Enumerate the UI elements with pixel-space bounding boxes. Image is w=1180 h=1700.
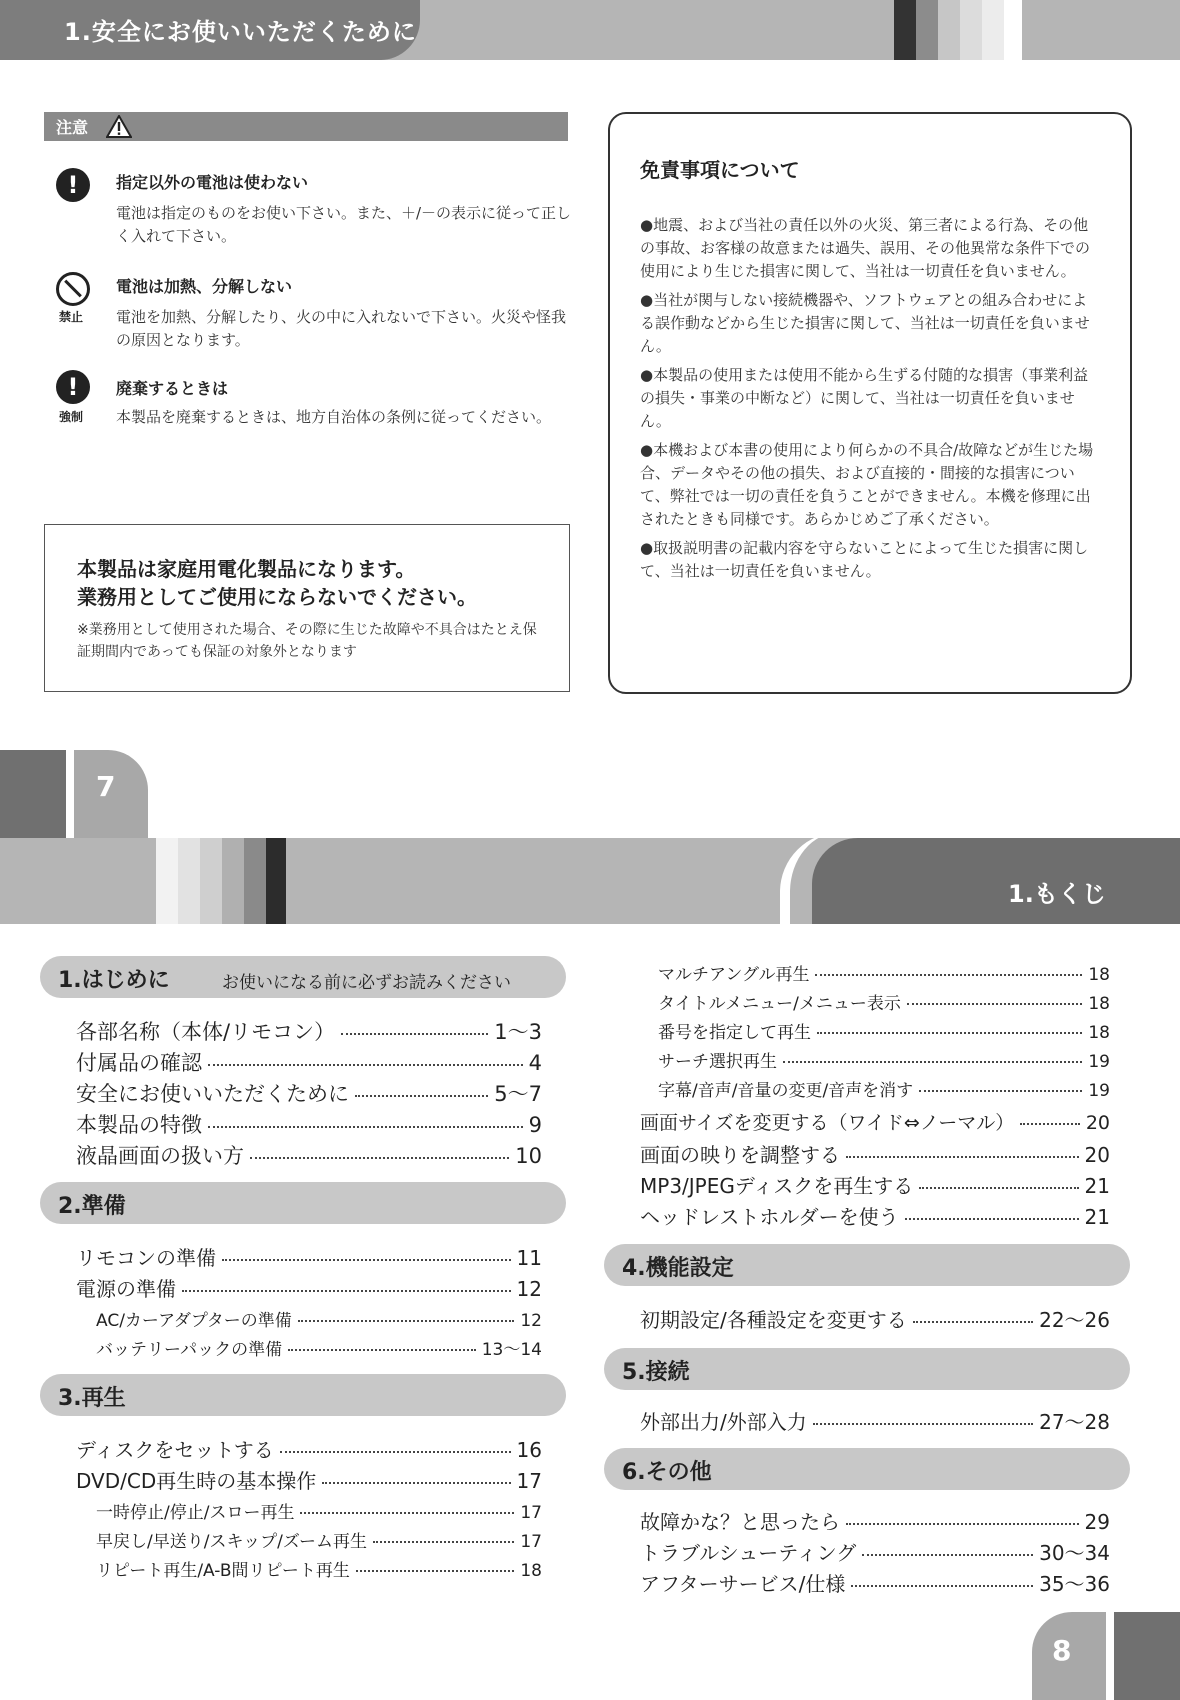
page-tab-gap (1106, 1612, 1114, 1700)
toc-item-label: 一時停止/停止/スロー再生 (96, 1503, 295, 1523)
toc-item-label: 安全にお使いいただくために (76, 1082, 349, 1106)
home-use-line1: 本製品は家庭用電化製品になります。 (77, 557, 416, 581)
toc-item-label: 電源の準備 (76, 1277, 176, 1301)
toc-item-label: 本製品の特徴 (76, 1113, 202, 1137)
toc-item-label: 画面の映りを調整する (640, 1143, 840, 1167)
section-subtitle: お使いになる前に必ずお読みください (222, 973, 511, 993)
toc-item-page: 9 (528, 1113, 542, 1137)
toc-item[interactable] (76, 1109, 542, 1139)
section-title: 6.その他 (622, 1460, 712, 1485)
toc-item-page: 5～7 (494, 1082, 542, 1106)
toc-subitem[interactable] (658, 989, 1110, 1014)
toc-item-page: 12 (520, 1311, 542, 1331)
toc-item[interactable] (76, 1016, 542, 1046)
toc-item-label: 早戻し/早送り/スキップ/ズーム再生 (96, 1532, 367, 1552)
toc-item-label: ヘッドレストホルダーを使う (640, 1205, 899, 1229)
toc-item-label: サーチ選択再生 (658, 1052, 777, 1072)
toc-item-label: アフターサービス/仕様 (640, 1572, 846, 1596)
exclamation-icon: ! (56, 370, 90, 404)
header-stripe (938, 0, 960, 60)
caution-title: 指定以外の電池は使わない (116, 173, 309, 192)
disclaimer-title: 免責事項について (640, 158, 800, 182)
toc-subitem[interactable] (96, 1556, 542, 1581)
toc-section-3 (40, 1374, 566, 1416)
toc-item-label: 故障かな？と思ったら (640, 1510, 840, 1534)
toc-subitem[interactable] (96, 1527, 542, 1552)
section-title: 2.準備 (58, 1194, 126, 1219)
section-title: 3.再生 (58, 1386, 126, 1411)
section-title: 5.接続 (622, 1360, 690, 1385)
toc-item-page: 11 (516, 1246, 542, 1270)
caution-label: 注意 (56, 118, 89, 137)
toc-item-page: 4 (528, 1051, 542, 1075)
toc-item-page: 27～28 (1039, 1410, 1110, 1434)
page-tab-gap (66, 750, 74, 838)
toc-item-label: バッテリーパックの準備 (96, 1340, 283, 1360)
toc-section-1 (40, 956, 566, 998)
mandatory-caption: 強制 (59, 410, 84, 424)
toc-item-label: リピート再生/A-B間リピート再生 (96, 1561, 350, 1581)
toc-item-label: 外部出力/外部入力 (640, 1410, 807, 1434)
exclamation-icon: ! (56, 168, 90, 202)
toc-item[interactable] (640, 1304, 1110, 1333)
band-stripe (222, 838, 244, 924)
disclaimer-item: ●取扱説明書の記載内容を守らないことによって生じた損害に関して、当社は一切責任を負いません。 (640, 539, 1089, 580)
header-stripe (960, 0, 982, 60)
toc-subitem[interactable] (658, 1076, 1110, 1101)
toc-item-label: 初期設定/各種設定を変更する (640, 1308, 907, 1332)
band-stripe (266, 838, 286, 924)
page-number: 7 (96, 770, 116, 803)
toc-item-label: リモコンの準備 (76, 1246, 216, 1270)
caution-title: 廃棄するときは (116, 379, 229, 398)
band-stripe (244, 838, 266, 924)
toc-item[interactable] (76, 1242, 542, 1271)
toc-item-page: 20 (1084, 1143, 1110, 1167)
caution-text: 電池を加熱、分解したり、火の中に入れないで下さい。火災や怪我の原因となります。 (116, 308, 567, 349)
toc-item-label: ディスクをセットする (76, 1438, 274, 1462)
prohibited-icon (56, 272, 90, 306)
toc-item-page: 17 (516, 1469, 542, 1493)
toc-subitem[interactable] (96, 1498, 542, 1523)
band-stripe (178, 838, 200, 924)
page-tab-edge (1114, 1612, 1180, 1700)
toc-item-page: 21 (1084, 1205, 1110, 1229)
toc-item-page: 35～36 (1039, 1572, 1110, 1596)
toc-item-label: 番号を指定して再生 (658, 1023, 811, 1043)
toc-item[interactable] (76, 1273, 542, 1302)
toc-item[interactable] (76, 1078, 542, 1108)
toc-item-label: 各部名称（本体/リモコン） (76, 1020, 336, 1044)
toc-item-label: 付属品の確認 (76, 1051, 202, 1075)
toc-item-page: 12 (516, 1277, 542, 1301)
toc-item[interactable] (640, 1170, 1110, 1199)
band-stripe (156, 838, 178, 924)
toc-item-page: 17 (520, 1532, 542, 1552)
toc-item-page: 18 (520, 1561, 542, 1581)
toc-item-page: 18 (1088, 1023, 1110, 1043)
caution-bar (44, 112, 568, 141)
header-stripe (1004, 0, 1022, 60)
disclaimer-item: ●当社が関与しない接続機器や、ソフトウェアとの組み合わせによる誤作動などから生じた損害に関して、当社は一切責任を負いません。 (640, 291, 1090, 355)
toc-item-page: 16 (516, 1438, 542, 1462)
toc-item[interactable] (640, 1537, 1110, 1566)
toc-item-label: トラブルシューティング (640, 1541, 857, 1565)
toc-item[interactable] (76, 1434, 542, 1463)
caution-title: 電池は加熱、分解しない (116, 277, 293, 296)
toc-item[interactable] (640, 1201, 1110, 1230)
page-title: 1.安全にお使いいただくために (64, 18, 417, 46)
toc-item-page: 21 (1084, 1174, 1110, 1198)
disclaimer-item: ●本製品の使用または使用不能から生ずる付随的な損害（事業利益の損失・事業の中断など）に関して、当社は一切責任を負いません。 (640, 366, 1089, 430)
header-stripe (982, 0, 1004, 60)
toc-item-label: 液晶画面の扱い方 (76, 1144, 244, 1168)
toc-section-6 (604, 1448, 1130, 1490)
page-tab-edge (0, 750, 66, 838)
toc-item-label: 字幕/音声/音量の変更/音声を消す (658, 1081, 914, 1101)
home-use-notice (44, 524, 570, 692)
disclaimer-item: ●地震、および当社の責任以外の火災、第三者による行為、その他の事故、お客様の故意または過失、誤用、その他異常な条件下での使用により生じた損害に関して、当社は一切責任を負いません。 (640, 216, 1091, 280)
toc-item[interactable] (640, 1506, 1110, 1535)
toc-item-page: 10 (515, 1144, 542, 1168)
toc-item-page: 30～34 (1039, 1541, 1110, 1565)
toc-item-page: 13～14 (481, 1340, 542, 1360)
caution-text: 電池は指定のものをお使い下さい。また、＋/－の表示に従って正しく入れて下さい。 (116, 204, 572, 245)
toc-item-label: MP3/JPEGディスクを再生する (640, 1174, 914, 1198)
toc-item[interactable] (640, 1139, 1110, 1168)
toc-section-4 (604, 1244, 1130, 1286)
toc-item[interactable] (76, 1465, 542, 1494)
toc-item[interactable] (76, 1047, 542, 1077)
toc-item-page: 17 (520, 1503, 542, 1523)
header-stripe (916, 0, 938, 60)
disclaimer-box (608, 112, 1132, 694)
toc-item-label: タイトルメニュー/メニュー表示 (658, 994, 901, 1014)
toc-item-page: 22～26 (1039, 1308, 1110, 1332)
toc-section-2 (40, 1182, 566, 1224)
toc-subitem[interactable] (658, 1047, 1110, 1072)
toc-subitem[interactable] (96, 1335, 542, 1360)
section-title: 4.機能設定 (622, 1256, 734, 1281)
toc-item[interactable] (76, 1140, 542, 1170)
toc-title-band (812, 838, 1180, 924)
toc-item[interactable] (640, 1568, 1110, 1597)
toc-item-label: AC/カーアダプターの準備 (96, 1311, 292, 1331)
toc-subitem[interactable] (96, 1306, 542, 1331)
header-stripe (894, 0, 916, 60)
toc-item-page: 18 (1088, 965, 1110, 985)
toc-subitem[interactable] (658, 960, 1110, 985)
home-use-note: ※業務用として使用された場合、その際に生じた故障や不具合はたとえ保証期間内であっても保証の対象外となります (77, 622, 537, 660)
caution-text: 本製品を廃棄するときは、地方自治体の条例に従ってください。 (116, 408, 552, 426)
toc-item-label: 画面サイズを変更する（ワイド⇔ノーマル） (640, 1112, 1015, 1134)
toc-subitem[interactable] (658, 1018, 1110, 1043)
page-number: 8 (1052, 1634, 1072, 1667)
toc-item-page: 20 (1085, 1112, 1110, 1134)
warning-icon (106, 115, 132, 138)
toc-item-page: 29 (1084, 1510, 1110, 1534)
disclaimer-item: ●本機および本書の使用により何らかの不具合/故障などが生じた場合、データやその他の損失、および直接的・間接的な損害について、弊社では一切の責任を負うことができません。本機を修理に出されたときも同様です。あらかじめご了承ください。 (640, 441, 1094, 528)
toc-item-page: 18 (1088, 994, 1110, 1014)
toc-item-label: マルチアングル再生 (658, 965, 810, 985)
toc-section-5 (604, 1348, 1130, 1390)
home-use-line2: 業務用としてご使用にならないでください。 (77, 585, 477, 609)
band-stripe (200, 838, 222, 924)
prohibited-caption: 禁止 (59, 310, 84, 324)
toc-item-page: 19 (1088, 1052, 1110, 1072)
toc-item[interactable] (640, 1108, 1110, 1135)
toc-title: 1.もくじ (1008, 880, 1106, 908)
toc-item-label: DVD/CD再生時の基本操作 (76, 1469, 317, 1493)
section-title: 1.はじめに (58, 968, 170, 993)
toc-item[interactable] (640, 1406, 1110, 1435)
toc-item-page: 19 (1088, 1081, 1110, 1101)
toc-item-page: 1～3 (494, 1020, 542, 1044)
